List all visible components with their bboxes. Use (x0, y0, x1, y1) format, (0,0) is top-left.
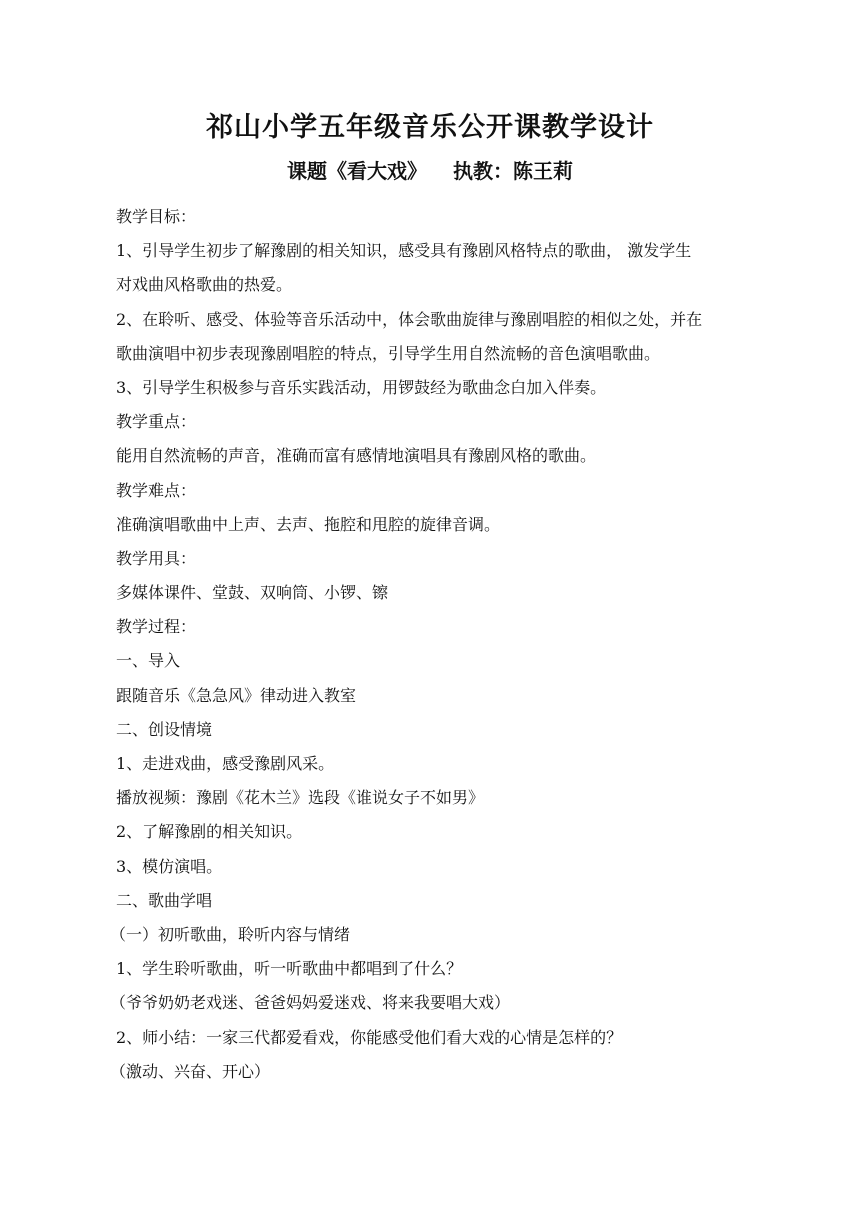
step-2-heading: 二、创设情境 (116, 719, 213, 739)
tools-text: 多媒体课件、堂鼓、双响筒、小锣、镲 (116, 583, 389, 603)
document-subtitle (0, 154, 860, 188)
document-body (110, 200, 748, 1089)
step-2-item-2: 2、了解豫剧的相关知识。 (116, 822, 303, 842)
section-heading-tools: 教学用具： (116, 548, 197, 568)
difficulties-text: 准确演唱歌曲中上声、去声、拖腔和甩腔的旋律音调。 (116, 514, 501, 534)
step-2-item-3: 3、模仿演唱。 (116, 856, 223, 876)
step-3-heading: 二、歌曲学唱 (116, 890, 213, 910)
lesson-topic: 课题《看大戏》 (287, 159, 427, 183)
objective-2-line-2: 歌曲演唱中初步表现豫剧唱腔的特点，引导学生用自然流畅的音色演唱歌曲。 (116, 343, 661, 363)
step-3-answer-2: （激动、兴奋、开心） (110, 1061, 271, 1081)
objective-2-line-1: 2、在聆听、感受、体验等音乐活动中，体会歌曲旋律与豫剧唱腔的相似之处，并在 (116, 309, 703, 329)
step-1-text: 跟随音乐《急急风》律动进入教室 (116, 685, 357, 705)
lesson-teacher: 执教：陈王莉 (453, 159, 573, 183)
step-3-item-1: 1、学生聆听歌曲，听一听歌曲中都唱到了什么？ (116, 959, 463, 979)
objective-1-line-1: 1、引导学生初步了解豫剧的相关知识，感受具有豫剧风格特点的歌曲， 激发学生 (116, 241, 692, 261)
section-heading-difficulties: 教学难点： (116, 480, 197, 500)
step-2-item-1: 1、走进戏曲，感受豫剧风采。 (116, 754, 335, 773)
section-heading-objectives: 教学目标： (116, 207, 197, 226)
document-title: 祁山小学五年级音乐公开课教学设计 (206, 112, 654, 143)
key-points-text: 能用自然流畅的声音，准确而富有感情地演唱具有豫剧风格的歌曲。 (116, 446, 597, 466)
step-2-video: 播放视频：豫剧《花木兰》选段《谁说女子不如男》 (116, 788, 485, 808)
section-heading-process: 教学过程： (116, 617, 197, 637)
step-3-sub-1: （一）初听歌曲，聆听内容与情绪 (110, 924, 351, 944)
section-heading-key-points: 教学重点： (116, 412, 197, 432)
objective-3: 3、引导学生积极参与音乐实践活动，用锣鼓经为歌曲念白加入伴奏。 (116, 377, 607, 397)
step-1-heading: 一、导入 (116, 651, 181, 671)
step-3-item-2: 2、师小结：一家三代都爱看戏，你能感受他们看大戏的心情是怎样的？ (116, 1027, 623, 1047)
step-3-answer-1: （爷爷奶奶老戏迷、爸爸妈妈爱迷戏、将来我要唱大戏） (110, 993, 511, 1013)
objective-1-line-2: 对戏曲风格歌曲的热爱。 (116, 275, 293, 295)
